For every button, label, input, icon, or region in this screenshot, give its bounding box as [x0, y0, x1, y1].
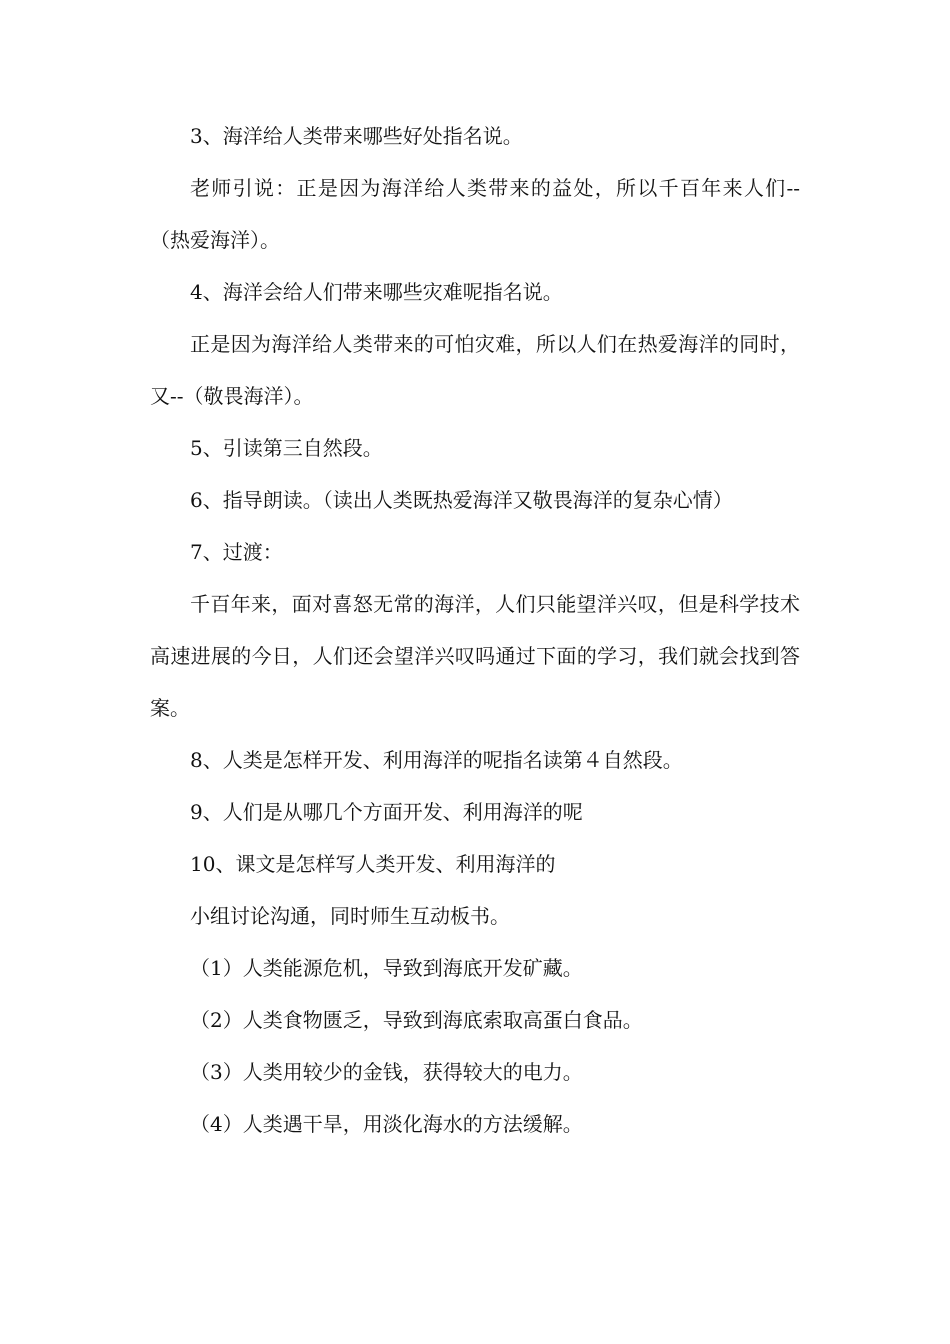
list-item-4: （4）人类遇干旱，用淡化海水的方法缓解。: [190, 1112, 583, 1136]
paragraph-step-3: 3、海洋给人类带来哪些好处指名说。: [190, 124, 523, 148]
paragraph-step-4: 4、海洋会给人们带来哪些灾难呢指名说。: [190, 280, 563, 304]
document-body: [150, 110, 800, 1150]
paragraph-step-6: 6、指导朗读。（读出人类既热爱海洋又敬畏海洋的复杂心情）: [190, 488, 733, 512]
paragraph-group-discussion: 小组讨论沟通，同时师生互动板书。: [190, 904, 510, 928]
paragraph-step-5: 5、引读第三自然段。: [190, 436, 383, 460]
paragraph-step-8: 8、人类是怎样开发、利用海洋的呢指名读第４自然段。: [190, 748, 683, 772]
list-item-1: （1）人类能源危机，导致到海底开发矿藏。: [190, 956, 583, 980]
list-item-3: （3）人类用较少的金钱，获得较大的电力。: [190, 1060, 583, 1084]
paragraph-disaster-summary: 正是因为海洋给人类带来的可怕灾难，所以人们在热爱海洋的同时，又--（敬畏海洋）。: [150, 332, 800, 408]
paragraph-step-9: 9、人们是从哪几个方面开发、利用海洋的呢: [190, 800, 583, 824]
paragraph-step-10: 10、课文是怎样写人类开发、利用海洋的: [190, 852, 556, 876]
paragraph-transition-text: 千百年来，面对喜怒无常的海洋，人们只能望洋兴叹，但是科学技术高速进展的今日，人们还会望洋兴叹吗通过下面的学习，我们就会找到答案。: [150, 592, 800, 720]
paragraph-step-7: 7、过渡：: [190, 540, 283, 564]
list-item-2: （2）人类食物匮乏，导致到海底索取高蛋白食品。: [190, 1008, 643, 1032]
paragraph-teacher-guide: 老师引说：正是因为海洋给人类带来的益处，所以千百年来人们--（热爱海洋）。: [150, 176, 800, 252]
